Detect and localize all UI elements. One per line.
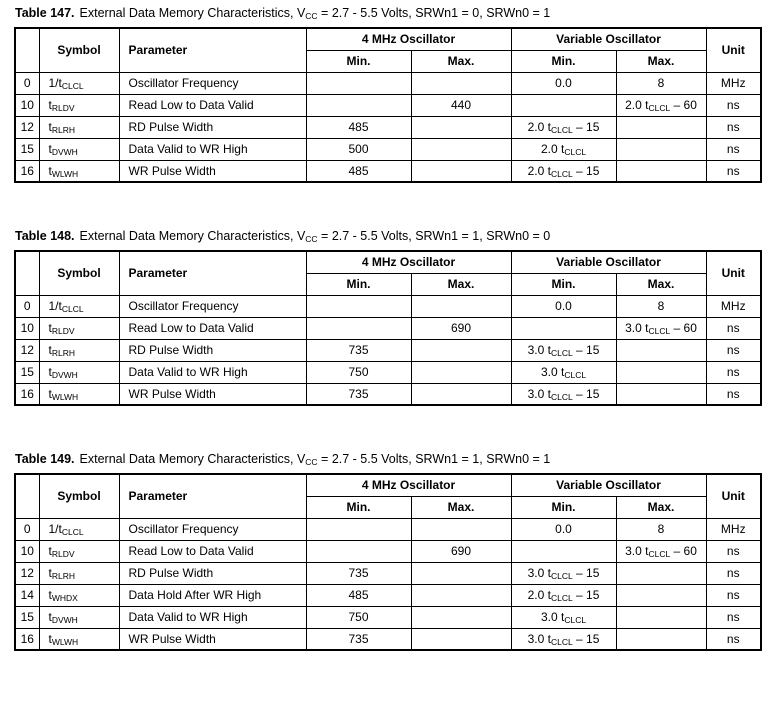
cell-mhz-max <box>411 383 511 405</box>
table-title-number: Table 147. <box>15 6 75 20</box>
cell-parameter: Read Low to Data Valid <box>119 94 306 116</box>
cell-symbol: $1/t_{CLCL}$ <box>39 518 119 540</box>
header-row-number <box>15 474 39 518</box>
cell-var-max <box>616 606 706 628</box>
cell-symbol: $t_{RLDV}$ <box>39 540 119 562</box>
table-row <box>15 317 761 339</box>
cell-symbol: $t_{RLDV}$ <box>39 94 119 116</box>
table-header <box>15 474 761 518</box>
cell-unit: ns <box>706 540 761 562</box>
header-4mhz-min: Min. <box>306 273 411 295</box>
table-row <box>15 606 761 628</box>
cell-num: 10 <box>15 540 39 562</box>
header-4mhz-max: Max. <box>411 496 511 518</box>
cell-mhz-max <box>411 628 511 650</box>
cell-unit: ns <box>706 361 761 383</box>
cell-num: 12 <box>15 339 39 361</box>
header-var-max: Max. <box>616 273 706 295</box>
cell-parameter: Data Valid to WR High <box>119 361 306 383</box>
cell-num: 16 <box>15 160 39 182</box>
table-header <box>15 28 761 72</box>
cell-var-max <box>616 339 706 361</box>
header-unit: Unit <box>706 251 761 295</box>
cell-mhz-min: 485 <box>306 584 411 606</box>
cell-mhz-max <box>411 606 511 628</box>
cell-mhz-max: 690 <box>411 317 511 339</box>
cell-mhz-max <box>411 116 511 138</box>
cell-var-max: 8 <box>616 295 706 317</box>
header-4mhz-min: Min. <box>306 496 411 518</box>
header-parameter: Parameter <box>119 251 306 295</box>
cell-var-max: 8 <box>616 518 706 540</box>
header-var-min: Min. <box>511 50 616 72</box>
table-body <box>15 72 761 182</box>
cell-var-min: 2.0 $t_{CLCL} - 15$ <box>511 160 616 182</box>
cell-mhz-max <box>411 361 511 383</box>
table-row <box>15 116 761 138</box>
cell-num: 15 <box>15 361 39 383</box>
cell-num: 16 <box>15 383 39 405</box>
cell-mhz-min <box>306 94 411 116</box>
cell-symbol: $t_{DVWH}$ <box>39 361 119 383</box>
header-4mhz-oscillator-group: 4 MHz Oscillator <box>306 474 511 496</box>
header-parameter: Parameter <box>119 474 306 518</box>
cell-symbol: $t_{RLDV}$ <box>39 317 119 339</box>
header-var-max: Max. <box>616 50 706 72</box>
cell-parameter: Data Valid to WR High <box>119 606 306 628</box>
table-149-section <box>14 452 762 651</box>
table-row <box>15 160 761 182</box>
header-var-min: Min. <box>511 273 616 295</box>
cell-unit: ns <box>706 317 761 339</box>
table-row <box>15 383 761 405</box>
external-data-memory-table-147 <box>14 27 762 183</box>
cell-mhz-min: 485 <box>306 160 411 182</box>
cell-parameter: WR Pulse Width <box>119 160 306 182</box>
cell-var-min: 3.0 $t_{CLCL} - 15$ <box>511 562 616 584</box>
cell-unit: ns <box>706 562 761 584</box>
cell-mhz-max <box>411 138 511 160</box>
cell-parameter: RD Pulse Width <box>119 562 306 584</box>
header-unit: Unit <box>706 28 761 72</box>
header-parameter: Parameter <box>119 28 306 72</box>
cell-unit: ns <box>706 138 761 160</box>
header-4mhz-max: Max. <box>411 50 511 72</box>
cell-symbol: $t_{WHDX}$ <box>39 584 119 606</box>
cell-var-min <box>511 540 616 562</box>
cell-var-min: 2.0 $t_{CLCL} - 15$ <box>511 584 616 606</box>
cell-parameter: Oscillator Frequency <box>119 518 306 540</box>
cell-mhz-max <box>411 160 511 182</box>
cell-var-max: 3.0 $t_{CLCL} - 60$ <box>616 317 706 339</box>
cell-unit: ns <box>706 383 761 405</box>
table-title <box>15 452 762 466</box>
cell-var-min: 2.0 $t_{CLCL}$ <box>511 138 616 160</box>
header-row-number <box>15 251 39 295</box>
header-variable-oscillator-group: Variable Oscillator <box>511 251 706 273</box>
cell-var-max <box>616 138 706 160</box>
table-title <box>15 6 762 20</box>
cell-mhz-max <box>411 295 511 317</box>
cell-num: 12 <box>15 116 39 138</box>
cell-var-min: 0.0 <box>511 518 616 540</box>
header-row-number <box>15 28 39 72</box>
cell-mhz-min: 750 <box>306 606 411 628</box>
cell-num: 10 <box>15 317 39 339</box>
cell-mhz-min <box>306 295 411 317</box>
cell-mhz-min: 735 <box>306 383 411 405</box>
table-row <box>15 562 761 584</box>
cell-mhz-max <box>411 518 511 540</box>
cell-mhz-min <box>306 317 411 339</box>
cell-symbol: $1/t_{CLCL}$ <box>39 72 119 94</box>
cell-mhz-max <box>411 562 511 584</box>
cell-symbol: $t_{RLRH}$ <box>39 116 119 138</box>
cell-parameter: WR Pulse Width <box>119 383 306 405</box>
table-row <box>15 628 761 650</box>
cell-mhz-min <box>306 72 411 94</box>
cell-unit: ns <box>706 584 761 606</box>
table-row <box>15 540 761 562</box>
cell-unit: ns <box>706 606 761 628</box>
cell-mhz-min: 735 <box>306 339 411 361</box>
cell-var-max <box>616 160 706 182</box>
cell-var-max <box>616 361 706 383</box>
cell-var-max: 2.0 $t_{CLCL} - 60$ <box>616 94 706 116</box>
cell-unit: ns <box>706 160 761 182</box>
header-symbol: Symbol <box>39 474 119 518</box>
cell-var-min: 3.0 $t_{CLCL} - 15$ <box>511 383 616 405</box>
cell-num: 10 <box>15 94 39 116</box>
cell-var-max <box>616 116 706 138</box>
table-header <box>15 251 761 295</box>
cell-var-max <box>616 383 706 405</box>
table-row <box>15 584 761 606</box>
table-title-number: Table 149. <box>15 452 75 466</box>
cell-parameter: Read Low to Data Valid <box>119 317 306 339</box>
external-data-memory-table-149 <box>14 473 762 651</box>
table-title-text: External Data Memory Characteristics, $V_{CC} = 2.7 - 5.5$ Volts, SRWn1 = 1, SRWn0 = 0 <box>79 229 551 244</box>
table-body <box>15 295 761 405</box>
cell-unit: MHz <box>706 518 761 540</box>
cell-unit: MHz <box>706 295 761 317</box>
table-title-number: Table 148. <box>15 229 75 243</box>
header-symbol: Symbol <box>39 251 119 295</box>
cell-num: 0 <box>15 72 39 94</box>
table-row <box>15 72 761 94</box>
cell-var-max <box>616 584 706 606</box>
table-row <box>15 295 761 317</box>
table-row <box>15 138 761 160</box>
cell-mhz-min: 735 <box>306 562 411 584</box>
cell-num: 15 <box>15 138 39 160</box>
cell-symbol: $t_{RLRH}$ <box>39 562 119 584</box>
cell-mhz-min: 750 <box>306 361 411 383</box>
cell-var-min: 0.0 <box>511 295 616 317</box>
cell-unit: ns <box>706 94 761 116</box>
cell-num: 0 <box>15 295 39 317</box>
cell-mhz-min: 735 <box>306 628 411 650</box>
cell-parameter: Oscillator Frequency <box>119 72 306 94</box>
header-4mhz-max: Max. <box>411 273 511 295</box>
cell-var-min <box>511 317 616 339</box>
cell-var-min: 3.0 $t_{CLCL} - 15$ <box>511 628 616 650</box>
table-body <box>15 518 761 650</box>
cell-mhz-min: 485 <box>306 116 411 138</box>
cell-mhz-max <box>411 584 511 606</box>
cell-var-max <box>616 628 706 650</box>
cell-parameter: Read Low to Data Valid <box>119 540 306 562</box>
cell-parameter: WR Pulse Width <box>119 628 306 650</box>
cell-mhz-max: 440 <box>411 94 511 116</box>
cell-var-max <box>616 562 706 584</box>
cell-num: 16 <box>15 628 39 650</box>
cell-unit: ns <box>706 628 761 650</box>
cell-parameter: RD Pulse Width <box>119 116 306 138</box>
table-title-text: External Data Memory Characteristics, $V_{CC} = 2.7 - 5.5$ Volts, SRWn1 = 1, SRWn0 = 1 <box>79 452 551 467</box>
cell-var-min: 3.0 $t_{CLCL} - 15$ <box>511 339 616 361</box>
cell-var-max: 3.0 $t_{CLCL} - 60$ <box>616 540 706 562</box>
table-148-section <box>14 229 762 406</box>
cell-mhz-min <box>306 518 411 540</box>
header-4mhz-oscillator-group: 4 MHz Oscillator <box>306 28 511 50</box>
cell-num: 14 <box>15 584 39 606</box>
cell-var-min: 3.0 $t_{CLCL}$ <box>511 606 616 628</box>
cell-parameter: Data Valid to WR High <box>119 138 306 160</box>
cell-var-min: 3.0 $t_{CLCL}$ <box>511 361 616 383</box>
header-variable-oscillator-group: Variable Oscillator <box>511 474 706 496</box>
cell-num: 0 <box>15 518 39 540</box>
cell-symbol: $t_{WLWH}$ <box>39 383 119 405</box>
cell-mhz-max <box>411 72 511 94</box>
cell-symbol: $t_{RLRH}$ <box>39 339 119 361</box>
cell-num: 15 <box>15 606 39 628</box>
cell-symbol: $t_{WLWH}$ <box>39 160 119 182</box>
header-symbol: Symbol <box>39 28 119 72</box>
cell-unit: MHz <box>706 72 761 94</box>
table-title <box>15 229 762 243</box>
cell-num: 12 <box>15 562 39 584</box>
cell-symbol: $1/t_{CLCL}$ <box>39 295 119 317</box>
cell-symbol: $t_{DVWH}$ <box>39 138 119 160</box>
header-var-max: Max. <box>616 496 706 518</box>
cell-var-min <box>511 94 616 116</box>
cell-symbol: $t_{WLWH}$ <box>39 628 119 650</box>
table-row <box>15 361 761 383</box>
cell-unit: ns <box>706 339 761 361</box>
header-4mhz-min: Min. <box>306 50 411 72</box>
cell-parameter: Oscillator Frequency <box>119 295 306 317</box>
cell-mhz-min <box>306 540 411 562</box>
cell-var-max: 8 <box>616 72 706 94</box>
cell-parameter: Data Hold After WR High <box>119 584 306 606</box>
table-row <box>15 94 761 116</box>
cell-mhz-min: 500 <box>306 138 411 160</box>
header-unit: Unit <box>706 474 761 518</box>
cell-mhz-max: 690 <box>411 540 511 562</box>
header-4mhz-oscillator-group: 4 MHz Oscillator <box>306 251 511 273</box>
header-var-min: Min. <box>511 496 616 518</box>
external-data-memory-table-148 <box>14 250 762 406</box>
cell-unit: ns <box>706 116 761 138</box>
table-147-section <box>14 6 762 183</box>
header-variable-oscillator-group: Variable Oscillator <box>511 28 706 50</box>
cell-mhz-max <box>411 339 511 361</box>
table-row <box>15 339 761 361</box>
cell-var-min: 0.0 <box>511 72 616 94</box>
cell-parameter: RD Pulse Width <box>119 339 306 361</box>
cell-symbol: $t_{DVWH}$ <box>39 606 119 628</box>
table-title-text: External Data Memory Characteristics, $V_{CC} = 2.7 - 5.5$ Volts, SRWn1 = 0, SRWn0 = 1 <box>79 6 551 21</box>
cell-var-min: 2.0 $t_{CLCL} - 15$ <box>511 116 616 138</box>
table-row <box>15 518 761 540</box>
